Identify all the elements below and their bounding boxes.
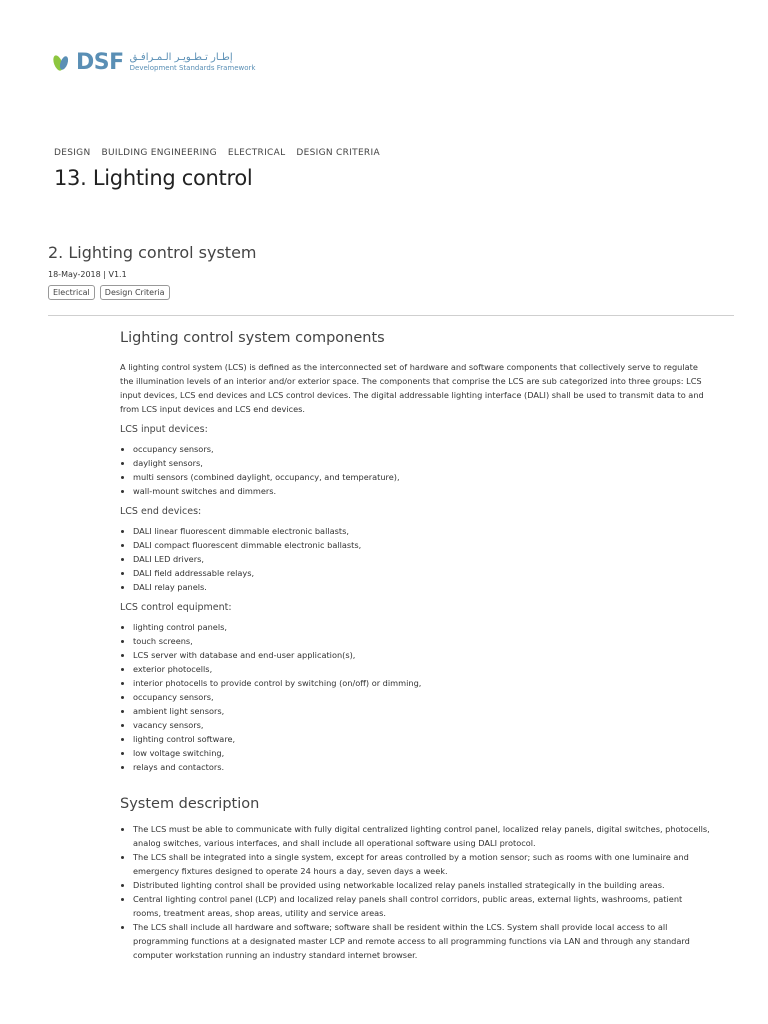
dsf-logo[interactable] (52, 50, 255, 75)
breadcrumb-item-design[interactable]: DESIGN (54, 148, 91, 158)
article-content (120, 330, 710, 962)
breadcrumb-item-electrical[interactable]: ELECTRICAL (227, 148, 286, 158)
list-item: • DALI LED drivers, (133, 552, 710, 566)
components-heading: Lighting control system components (120, 330, 385, 346)
list-item: • The LCS shall be integrated into a single system, except for areas controlled by a motion sensor; such as rooms with one luminaire and emergency fixtures designed to operate 24 hours a day, seven days a week. (133, 850, 710, 878)
list-item: • DALI relay panels. (133, 580, 710, 594)
list-item: • The LCS must be able to communicate with fully digital centralized lighting control panel, localized relay panels, digital switches, photocells, analog switches, various interfaces, and shall include all operational software using DALI protocol. (133, 822, 710, 850)
list-item: • ambient light sensors, (133, 704, 710, 718)
list-item: • DALI field addressable relays, (133, 566, 710, 580)
list-item: • occupancy sensors, (133, 442, 710, 456)
intro-paragraph: A lighting control system (LCS) is defined as the interconnected set of hardware and software components that collectively serve to regulate the illumination levels of an interior and/or exterior space. The components that comprise the LCS are sub categorized into three groups: LCS input devices, LCS end devices and LCS control devices. The digital addressable lighting interface (DALI) shall be used to transmit data to and from LCS input devices and LCS end devices. (120, 362, 704, 414)
list-item: • wall-mount switches and dimmers. (133, 484, 710, 498)
list-item: • vacancy sensors, (133, 718, 710, 732)
logo-wordmark: DSF (76, 50, 124, 75)
date-version: 18-May-2018 | V1.1 (48, 270, 127, 279)
tag-list (48, 285, 170, 300)
logo-subtitle (130, 53, 256, 73)
system-description-list (120, 822, 710, 962)
tag-electrical[interactable]: Electrical (48, 285, 95, 300)
list-item: • The LCS shall include all hardware and software; software shall be resident within the LCS. System shall provide local access to all programming functions at a designated master LCP and remote access to all programming functions via LAN and through any standard computer workstation running an industry standard internet browser. (133, 920, 710, 962)
list-item: • daylight sensors, (133, 456, 710, 470)
control-equipment-list (120, 620, 710, 774)
list-item: • Central lighting control panel (LCP) and localized relay panels shall control corridors, public areas, external lights, washrooms, patient rooms, treatment areas, shop areas, utility and service areas. (133, 892, 710, 920)
end-devices-list (120, 524, 710, 594)
input-devices-list (120, 442, 710, 498)
list-item: • LCS server with database and end-user application(s), (133, 648, 710, 662)
control-equipment-label: LCS control equipment: (120, 602, 232, 613)
list-item: • lighting control software, (133, 732, 710, 746)
logo-english: Development Standards Framework (129, 63, 256, 72)
list-item: • touch screens, (133, 634, 710, 648)
section-title: 2. Lighting control system (48, 243, 257, 262)
list-item: • interior photocells to provide control by switching (on/off) or dimming, (133, 676, 710, 690)
divider (48, 315, 734, 316)
tag-design-criteria[interactable]: Design Criteria (100, 285, 170, 300)
list-item: • exterior photocells, (133, 662, 710, 676)
system-description-heading: System description (120, 796, 260, 812)
list-item: • relays and contactors. (133, 760, 710, 774)
list-item: • DALI linear fluorescent dimmable electronic ballasts, (133, 524, 710, 538)
list-item: • lighting control panels, (133, 620, 710, 634)
end-devices-label: LCS end devices: (120, 506, 202, 517)
list-item: • multi sensors (combined daylight, occupancy, and temperature), (133, 470, 710, 484)
list-item: • occupancy sensors, (133, 690, 710, 704)
list-item: • Distributed lighting control shall be provided using networkable localized relay panels installed strategically in the building areas. (133, 878, 710, 892)
page-title: 13. Lighting control (54, 166, 253, 190)
breadcrumb-item-building-engineering[interactable]: BUILDING ENGINEERING (101, 148, 217, 158)
list-item: • DALI compact fluorescent dimmable electronic ballasts, (133, 538, 710, 552)
leaf-logo-icon (52, 52, 72, 74)
input-devices-label: LCS input devices: (120, 424, 208, 435)
list-item: • low voltage switching, (133, 746, 710, 760)
logo-arabic: إطـار تـطـويـر الـمـرافـق (129, 51, 233, 63)
breadcrumb-item-design-criteria[interactable]: DESIGN CRITERIA (296, 148, 380, 158)
breadcrumb (54, 148, 380, 158)
